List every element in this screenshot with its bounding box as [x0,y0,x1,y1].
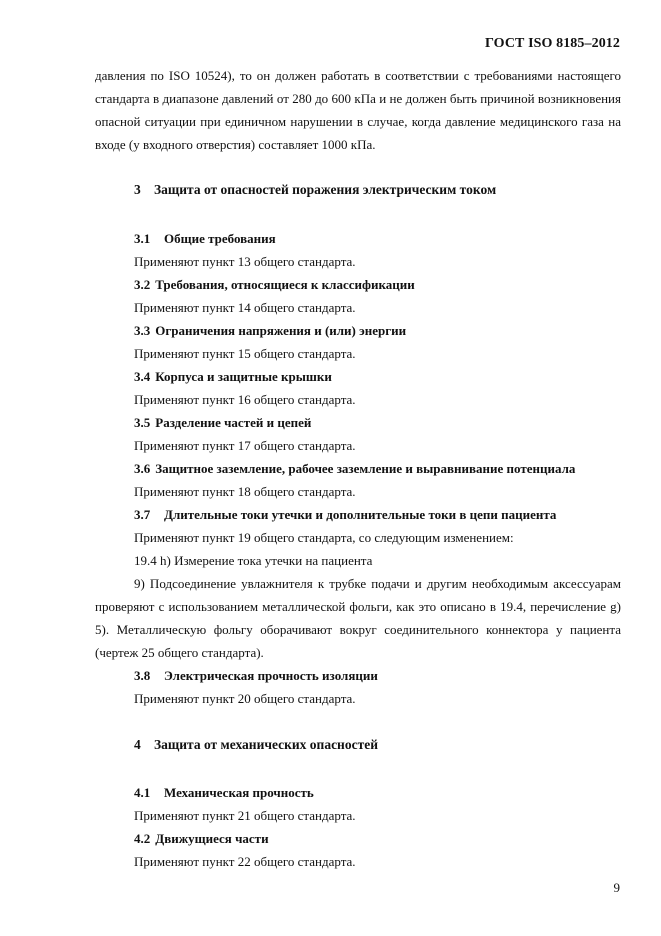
section-number: 3 [134,182,141,197]
subsection-number: 4.1 [134,785,151,800]
subsection-number: 4.2 [134,831,151,846]
page-number: 9 [613,880,620,895]
subsection-number: 3.2 [134,277,151,292]
subsection-3-1-text: Применяют пункт 13 общего стандарта. [134,254,356,269]
subsection-number: 3.3 [134,323,151,338]
subsection-3-5-text: Применяют пункт 17 общего стандарта. [134,438,356,453]
subsection-4-1-text: Применяют пункт 21 общего стандарта. [134,808,356,823]
section-3-heading [134,182,496,198]
subsection-3-6-heading [134,461,575,477]
subsection-title: Механическая прочность [164,785,314,800]
subsection-title: Электрическая прочность изоляции [164,668,378,683]
subsection-3-2-heading [134,277,415,293]
subsection-title: Корпуса и защитные крышки [155,369,332,384]
subsection-number: 3.7 [134,507,151,522]
subsection-title: Длительные токи утечки и дополнительные токи в цепи пациента [164,507,557,522]
subsection-3-7-heading [134,507,556,523]
subsection-3-2-text: Применяют пункт 14 общего стандарта. [134,300,356,315]
subsection-3-4-text: Применяют пункт 16 общего стандарта. [134,392,356,407]
intro-paragraph: давления по ISO 10524), то он должен работать в соответствии с требованиями настоящего стандарта в диапазоне давлений от 280 до 600 кПа и не должен быть причиной возникновения опасной ситуации при единичном нарушении в случае, когда давление медицинского газа на входе (у входного отверстия) составляет 1000 кПа. [95,68,621,152]
subsection-number: 3.8 [134,668,151,683]
section-title: Защита от механических опасностей [154,737,378,752]
subsection-title: Требования, относящиеся к классификации [155,277,415,292]
subsection-title: Разделение частей и цепей [155,415,312,430]
subsection-3-7-text: Применяют пункт 19 общего стандарта, со следующим изменением: [134,530,514,545]
subsection-4-2-heading [134,831,269,847]
subsection-3-4-heading [134,369,332,385]
subsection-number: 3.6 [134,461,151,476]
subsection-3-3-text: Применяют пункт 15 общего стандарта. [134,346,356,361]
subsection-number: 3.5 [134,415,151,430]
section-title: Защита от опасностей поражения электрическим током [154,182,497,197]
section-number: 4 [134,737,141,752]
subsection-3-1-heading [134,231,276,247]
subsection-title: Ограничения напряжения и (или) энергии [155,323,407,338]
section-4-heading [134,737,378,753]
subsection-3-5-heading [134,415,311,431]
subsection-title: Защитное заземление, рабочее заземление и выравнивание потенциала [155,461,576,476]
subsection-number: 3.1 [134,231,151,246]
subsection-3-8-text: Применяют пункт 20 общего стандарта. [134,691,356,706]
subsection-3-7-change-paragraph: 9) Подсоединение увлажнителя к трубке подачи и другим необходимым аксессуарам проверяют с использованием металлической фольги, как это описано в 19.4, перечисление g) 5). Металлическую фольгу оборачивают вокруг соединительного коннектора у пациента (чертеж 25 общего стандарта). [95,576,621,660]
subsection-4-2-text: Применяют пункт 22 общего стандарта. [134,854,356,869]
subsection-4-1-heading [134,785,314,801]
subsection-title: Общие требования [164,231,276,246]
subsection-3-3-heading [134,323,406,339]
subsection-3-7-change-heading: 19.4 h) Измерение тока утечки на пациента [134,553,373,568]
subsection-3-6-text: Применяют пункт 18 общего стандарта. [134,484,356,499]
subsection-3-8-heading [134,668,378,684]
subsection-number: 3.4 [134,369,151,384]
subsection-title: Движущиеся части [155,831,269,846]
document-code-header: ГОСТ ISO 8185–2012 [485,36,620,51]
